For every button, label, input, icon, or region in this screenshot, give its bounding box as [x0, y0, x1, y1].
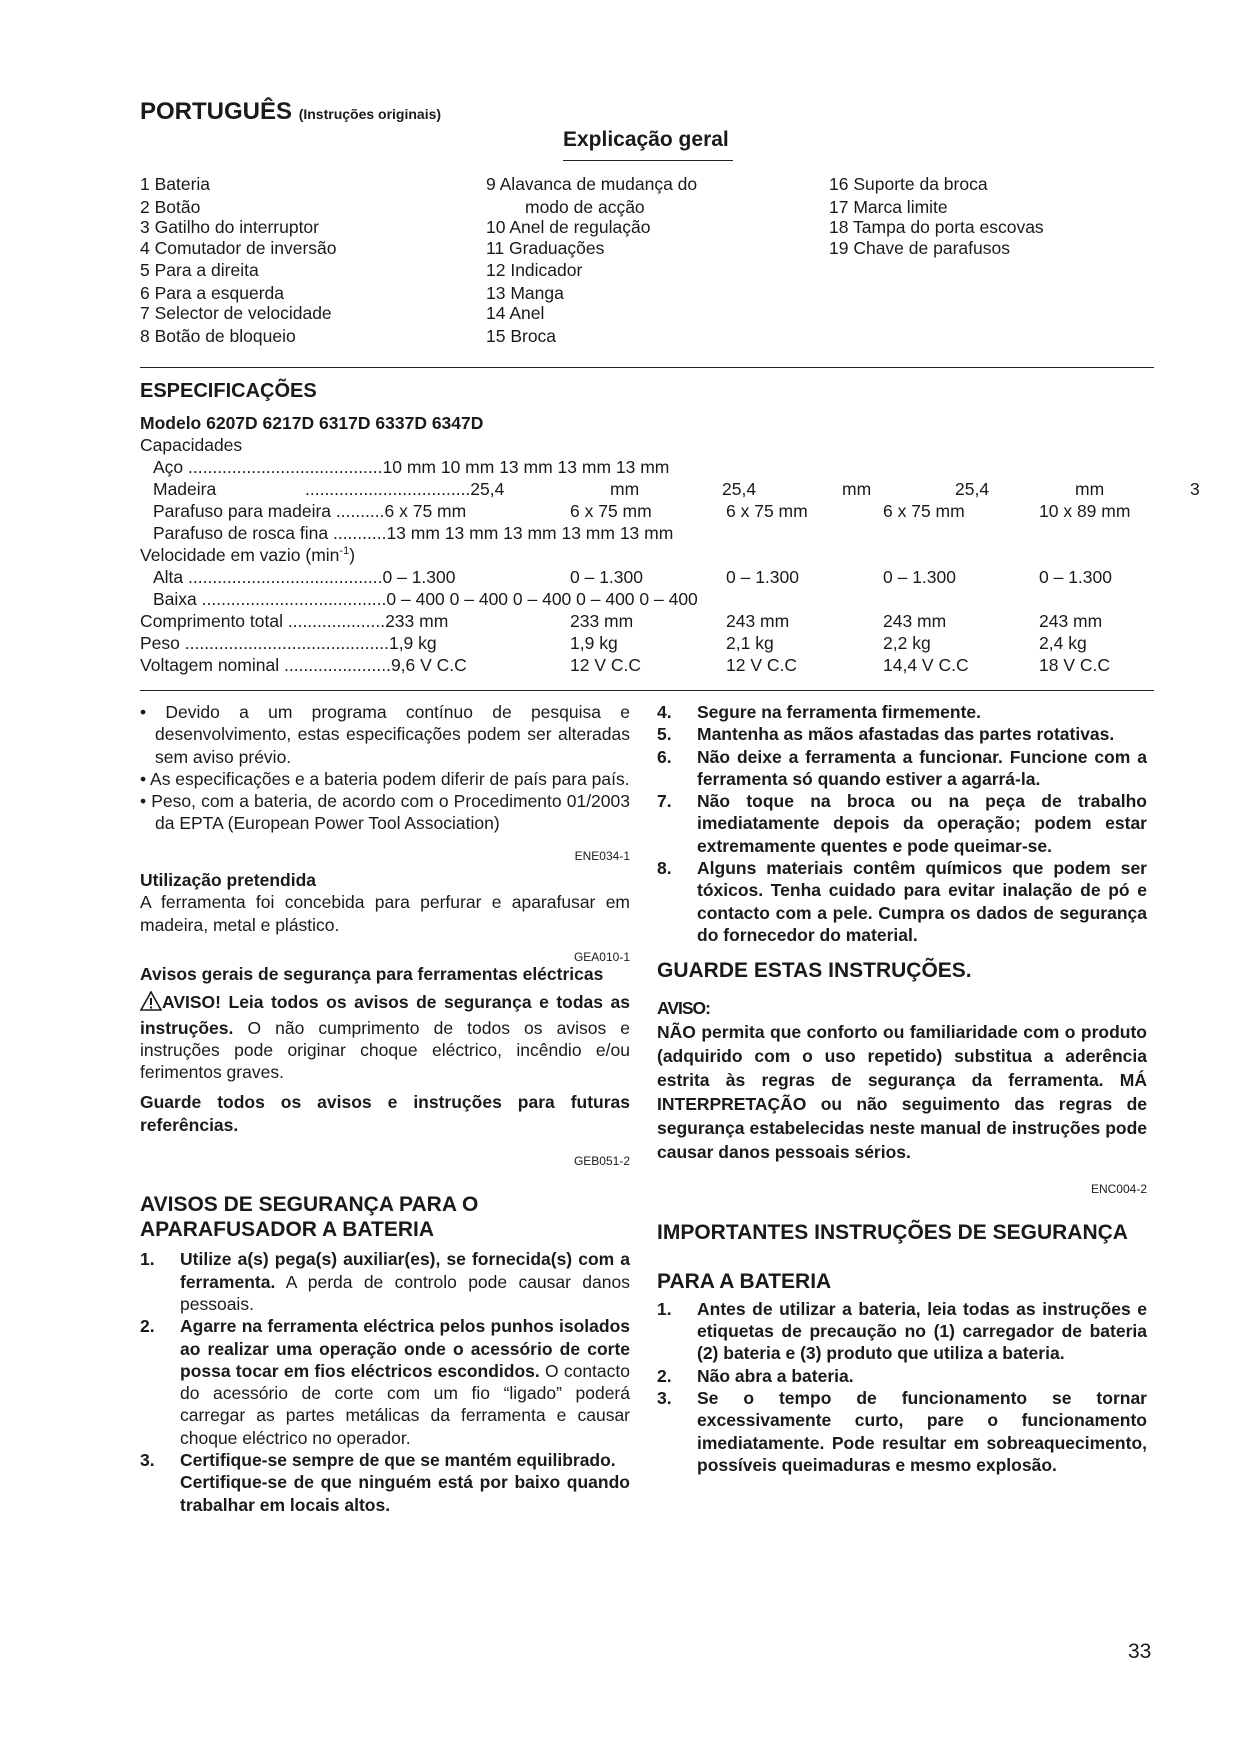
spec-value: 6 x 75 mm — [570, 501, 652, 521]
list-item: 15 Broca — [486, 325, 557, 346]
intended-use-text: A ferramenta foi concebida para perfurar e aparafusar em madeira, metal e plástico. — [140, 892, 630, 935]
spec-value: 2,4 kg — [1039, 633, 1087, 653]
spec-value: 25,4 — [722, 479, 757, 499]
list-item: 5 Para a direita — [140, 260, 259, 280]
spec-value: 18 V C.C — [1039, 655, 1110, 675]
spec-value: 243 mm — [726, 611, 790, 631]
page-title — [140, 98, 441, 126]
list-item: 6 Para a esquerda — [140, 282, 284, 303]
list-item: 3. Se o tempo de funcionamento se tornar excessivamente curto, pare o funcionamento imediatamente. Pode resultar em sobreaquecimento, possíveis queimaduras e mesmo explosão. — [657, 1388, 1147, 1475]
general-warnings-title: Avisos gerais de segurança para ferramentas eléctricas — [140, 963, 604, 984]
list-item: 10 Anel de regulação — [486, 217, 651, 237]
important-instructions-title: IMPORTANTES INSTRUÇÕES DE SEGURANÇA — [657, 1220, 1128, 1244]
spec-value: 243 mm — [1039, 611, 1103, 631]
spec-alta: Alta ........................................0 – 1.300 — [153, 567, 456, 587]
spec-comprimento: Comprimento total ....................233 mm — [140, 611, 449, 631]
warning-triangle-icon — [140, 991, 162, 1016]
spec-value: 3 — [1190, 479, 1200, 499]
section-underline — [563, 160, 733, 161]
list-item: 11 Graduações — [486, 237, 605, 258]
spec-value: 12 V C.C — [726, 655, 797, 675]
spec-parafuso-rosca: Parafuso de rosca fina ...........13 mm 13 mm 13 mm 13 mm 13 mm — [153, 523, 674, 543]
aviso-label: AVISO: — [657, 998, 710, 1019]
divider — [140, 367, 1154, 368]
spec-parafuso-madeira: Parafuso para madeira ..........6 x 75 mm — [153, 501, 467, 521]
spec-value: 243 mm — [883, 611, 947, 631]
divider — [140, 690, 1154, 691]
safety-title: AVISOS DE SEGURANÇA PARA O APARAFUSADOR A BATERIA — [140, 1193, 479, 1242]
list-item: 13 Manga — [486, 282, 564, 303]
list-item: 1 Bateria — [140, 174, 211, 194]
spec-aco: Aço ........................................10 mm 10 mm 13 mm 13 mm 13 mm — [153, 457, 670, 477]
language-title: PORTUGUÊS — [140, 98, 293, 125]
spec-madeira-label: Madeira — [153, 479, 217, 499]
spec-value: 2,2 kg — [883, 633, 931, 653]
spec-value: mm — [842, 479, 872, 499]
battery-title: PARA A BATERIA — [657, 1269, 832, 1293]
page-number: 33 — [1128, 1640, 1152, 1663]
doc-code: ENE034-1 — [574, 848, 630, 863]
spec-note: • As especificações e a bateria podem diferir de país para país. — [140, 768, 630, 789]
spec-note: • Devido a um programa contínuo de pesquisa e desenvolvimento, estas especificações podem ser alteradas sem aviso prévio. — [140, 702, 630, 767]
keep-instructions-title: GUARDE ESTAS INSTRUÇÕES. — [657, 959, 972, 983]
list-item: 9 Alavanca de mudança do — [486, 174, 698, 194]
parts-list-col1 — [140, 173, 337, 347]
left-column — [140, 701, 630, 1516]
spec-peso: Peso ..........................................1,9 kg — [140, 633, 437, 653]
list-item: 1. Antes de utilizar a bateria, leia todas as instruções e etiquetas de precaução no (1) carregador de bateria (2) bateria e (3) produto que utiliza a bateria. — [657, 1298, 1147, 1364]
aviso-text: NÃO permita que conforto ou familiaridade com o produto (adquirido com o uso repetido) substitua a aderência estrita às regras de segurança da ferramenta. MÁ INTERPRETAÇÃO ou não seguimento das regras de segurança estabelecidas neste manual de instruções pode causar danos pessoais sérios. — [657, 1021, 1147, 1162]
list-item: 7. Não toque na broca ou na peça de trabalho imediatamente depois da operação; podem estar extremamente quentes e pode queimar-se. — [657, 791, 1147, 856]
spec-value: 0 – 1.300 — [726, 567, 799, 587]
doc-code: GEB051-2 — [573, 1154, 630, 1169]
spec-value: 25,4 — [955, 479, 990, 499]
list-item: 2. Agarre na ferramenta eléctrica pelos punhos isolados ao realizar uma operação onde o acessório de corte possa tocar em fios eléctricos escondidos. O contacto do acessório de corte com um fio “ligado” poderá carregar as partes metálicas da ferramenta e causar choque eléctrico no operador. — [140, 1316, 630, 1448]
spec-capacities: Capacidades — [140, 435, 243, 455]
spec-value: mm — [610, 479, 640, 499]
spec-value: 6 x 75 mm — [726, 501, 808, 521]
right-column — [657, 701, 1147, 1476]
list-item: 3. Certifique-se sempre de que se mantém equilibrado. Certifique-se de que ninguém está por baixo quando trabalhar em locais altos. — [140, 1450, 630, 1515]
list-item: 14 Anel — [486, 303, 545, 323]
spec-value: 10 x 89 mm — [1039, 501, 1131, 521]
list-item: 8. Alguns materiais contêm químicos que podem ser tóxicos. Tenha cuidado para evitar inalação de pó e contacto com a pele. Cumpra os dados de segurança do fornecedor do material. — [657, 858, 1147, 945]
spec-baixa: Baixa ......................................0 – 400 0 – 400 0 – 400 0 – 400 0 – 400 — [153, 589, 698, 609]
doc-code: GEA010-1 — [573, 949, 630, 964]
list-item: 2 Botão — [140, 196, 201, 217]
spec-value: mm — [1075, 479, 1105, 499]
list-item: 5. Mantenha as mãos afastadas das partes rotativas. — [657, 724, 1115, 745]
spec-value: 1,9 kg — [570, 633, 618, 653]
list-item: 18 Tampa do porta escovas — [829, 217, 1044, 237]
spec-voltagem: Voltagem nominal ......................9,6 V C.C — [140, 655, 467, 675]
parts-list-col3 — [829, 173, 1044, 259]
spec-value: 12 V C.C — [570, 655, 641, 675]
list-item: 4. Segure na ferramenta firmemente. — [657, 702, 981, 722]
intended-use-title: Utilização pretendida — [140, 870, 317, 891]
list-item: 4 Comutador de inversão — [140, 237, 337, 258]
spec-note: • Peso, com a bateria, de acordo com o Procedimento 01/2003 da EPTA (European Power Tool Association) — [140, 791, 630, 834]
specifications-title: ESPECIFICAÇÕES — [140, 380, 317, 402]
spec-value: 0 – 1.300 — [570, 567, 643, 587]
list-item: 7 Selector de velocidade — [140, 303, 332, 323]
parts-list-col2 — [486, 173, 697, 347]
spec-value: 6 x 75 mm — [883, 501, 965, 521]
list-item: 19 Chave de parafusos — [829, 237, 1010, 258]
list-item: 16 Suporte da broca — [829, 174, 988, 194]
list-item: 1. Utilize a(s) pega(s) auxiliar(es), se fornecida(s) com a ferramenta. A perda de controlo pode causar danos pessoais. — [140, 1249, 630, 1314]
list-item: 8 Botão de bloqueio — [140, 325, 296, 346]
spec-value: 0 – 1.300 — [1039, 567, 1112, 587]
list-item: 17 Marca limite — [829, 196, 948, 217]
list-item: 6. Não deixe a ferramenta a funcionar. Funcione com a ferramenta só quando estiver a agarrá-la. — [657, 746, 1147, 789]
spec-value: 2,1 kg — [726, 633, 774, 653]
spec-value: 14,4 V C.C — [883, 655, 969, 675]
section-heading: Explicação geral — [563, 128, 729, 151]
spec-model-line: Modelo 6207D 6217D 6317D 6337D 6347D — [140, 413, 484, 433]
list-item: 2. Não abra a bateria. — [657, 1365, 854, 1386]
spec-velocidade: Velocidade em vazio $(\min^{-1})$ — [140, 545, 356, 565]
spec-madeira-dots: ..................................25,4 — [305, 479, 505, 499]
doc-code: ENC004-2 — [1090, 1181, 1147, 1196]
warning-paragraph: AVISO! Leia todos os avisos de segurança e todas as instruções. O não cumprimento de todos os avisos e instruções pode originar choque eléctrico, incêndio e/ou ferimentos graves. — [140, 992, 630, 1083]
list-item-continuation: modo de acção — [525, 196, 645, 217]
spec-value: 233 mm — [570, 611, 634, 631]
list-item: 3 Gatilho do interruptor — [140, 217, 319, 237]
language-subtitle: (Instruções originais) — [298, 106, 442, 122]
spec-value: 0 – 1.300 — [883, 567, 956, 587]
list-item: 12 Indicador — [486, 260, 583, 280]
keep-instructions-text: Guarde todos os avisos e instruções para futuras referências. — [140, 1092, 630, 1135]
